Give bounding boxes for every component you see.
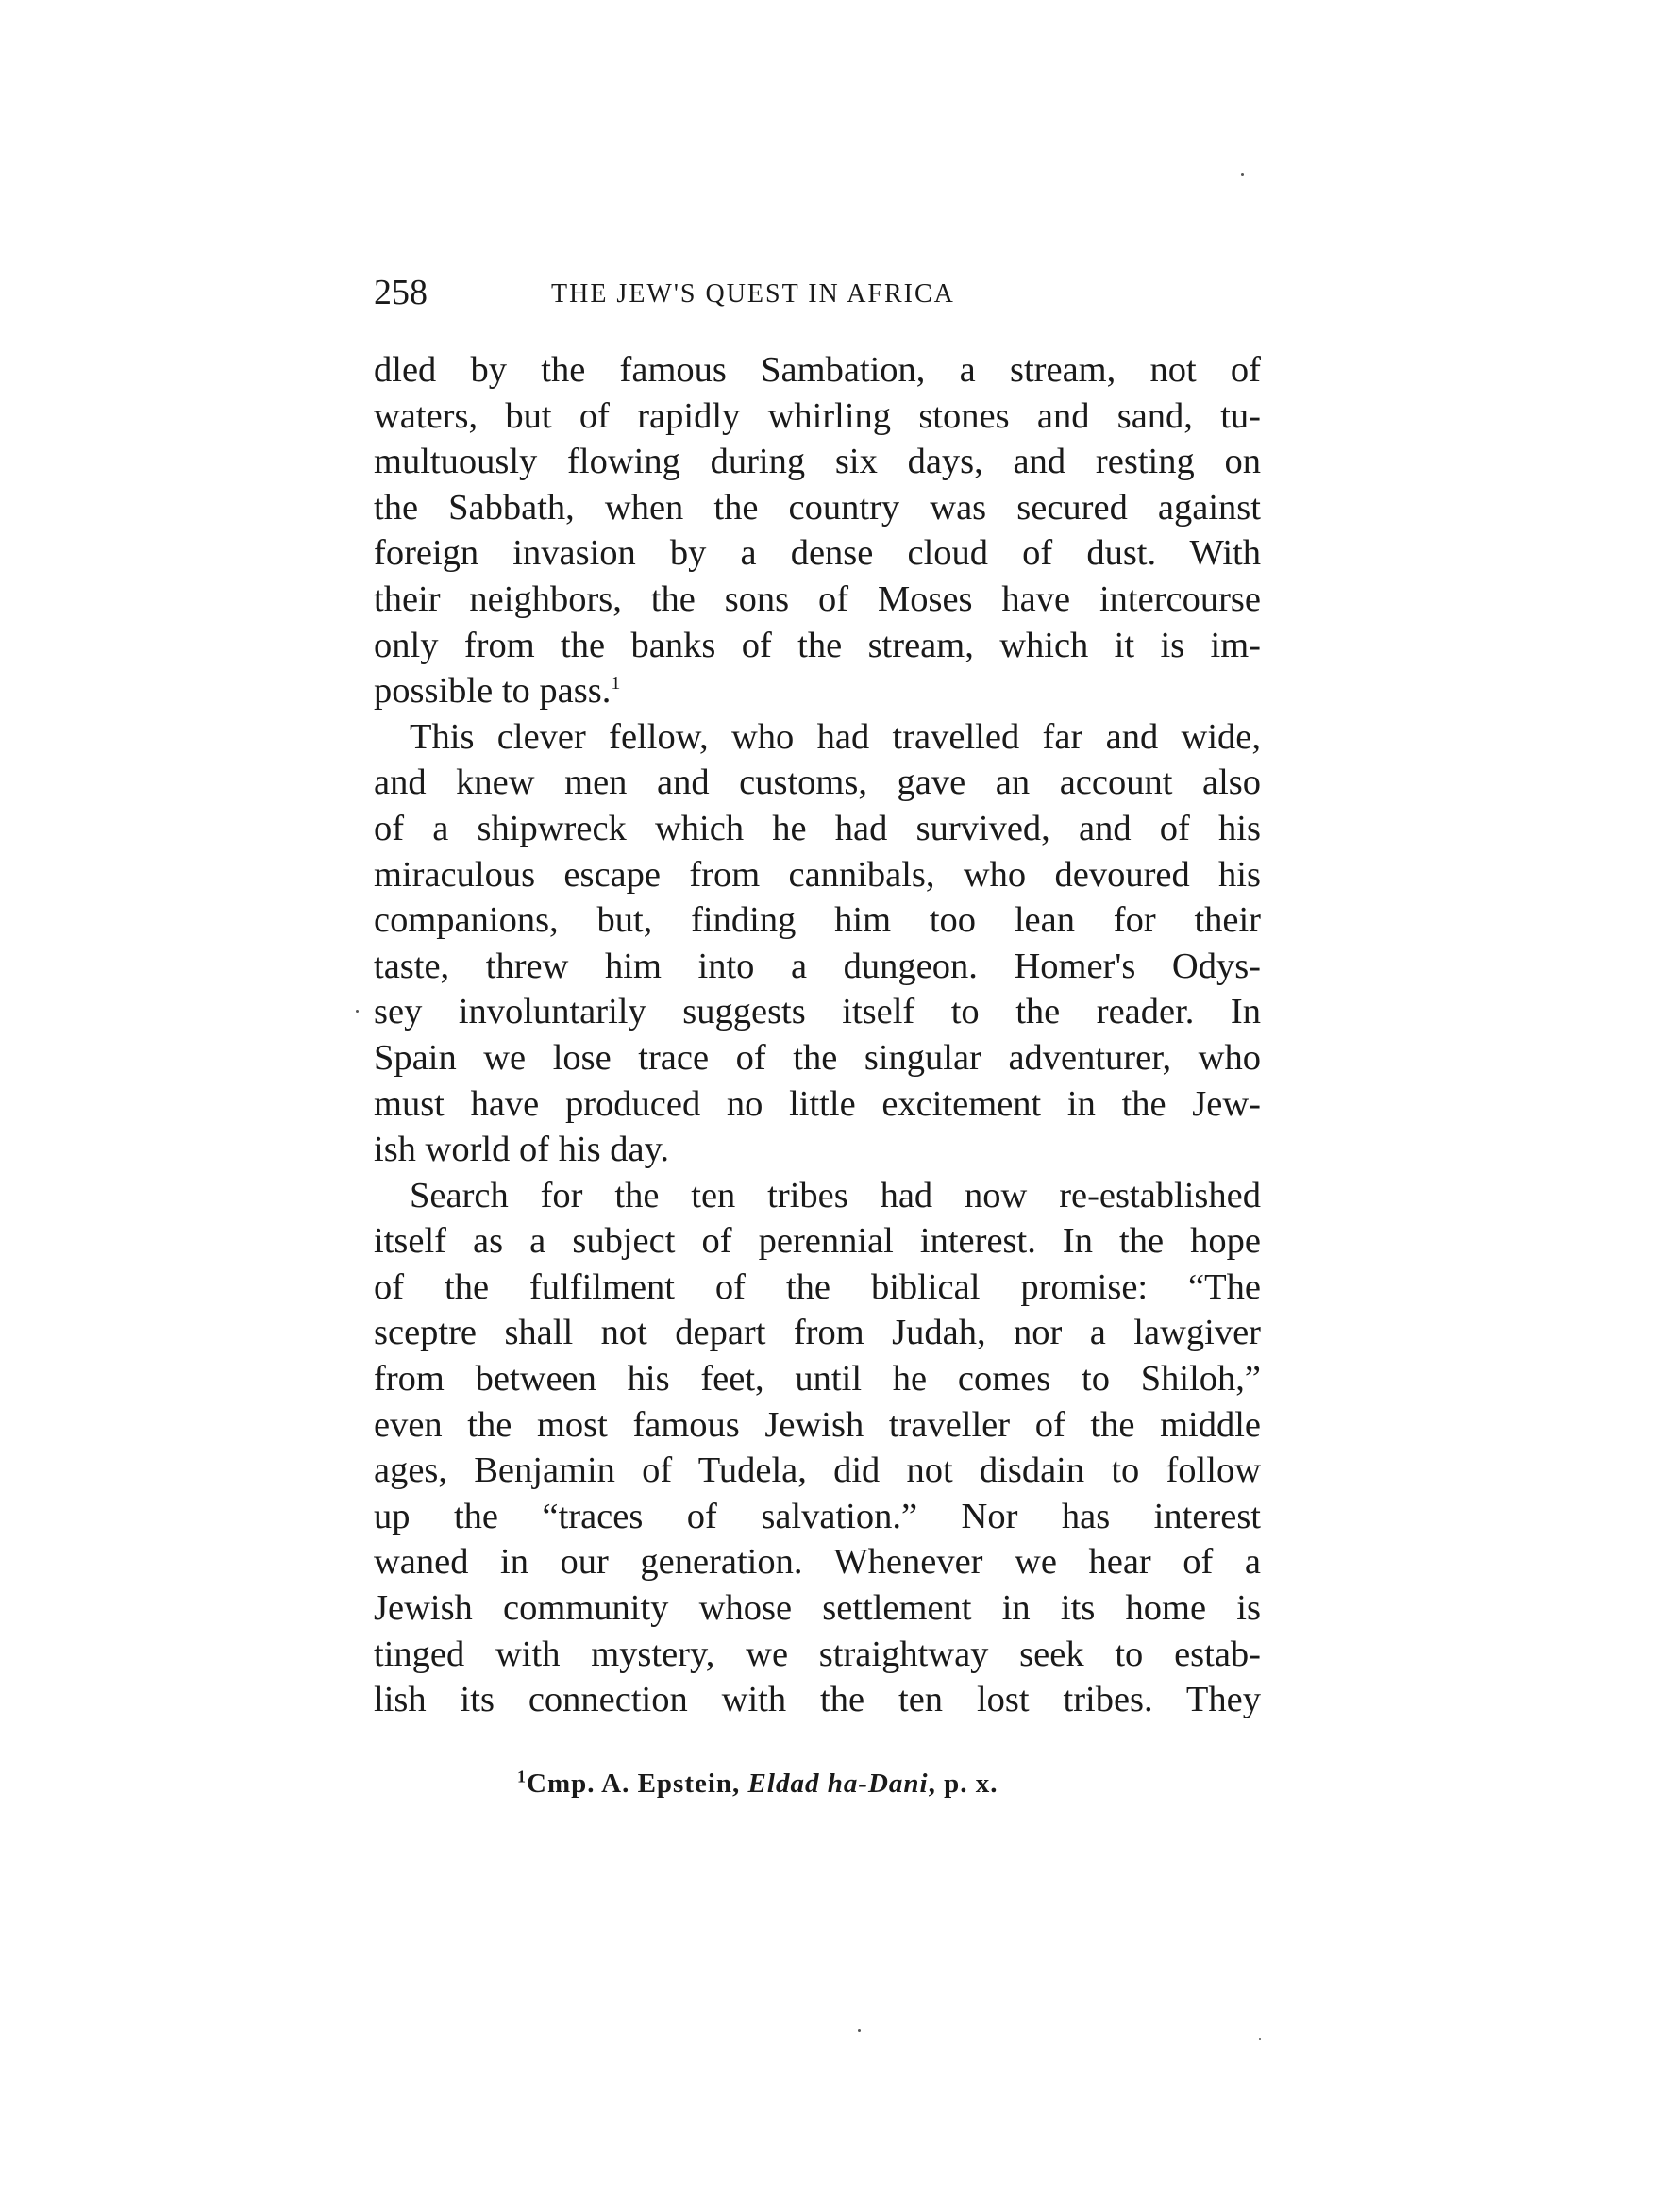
text-line: of the fulfilment of the biblical promise: “The [374, 1266, 1261, 1307]
text-line: their neighbors, the sons of Moses have intercourse [374, 578, 1261, 619]
text-line: Jewish community whose settlement in its home is [374, 1588, 1261, 1629]
running-title: THE JEW'S QUEST IN AFRICA [551, 279, 955, 309]
footnote-reference: 1 [611, 673, 621, 695]
text-line: lish its connection with the ten lost tribes. They [374, 1680, 1261, 1720]
text-line: companions, but, finding him too lean for their [374, 900, 1261, 941]
text-line: up the “traces of salvation.” Nor has interest [374, 1496, 1261, 1536]
text-line: multuously flowing during six days, and resting on [374, 442, 1261, 482]
scan-speck [1259, 2038, 1261, 2040]
text-line: This clever fellow, who had travelled far and wide, [410, 716, 1261, 757]
text-line: only from the banks of the stream, which it is im- [374, 625, 1261, 665]
running-head [374, 269, 1261, 316]
text-line-content: possible to pass. [374, 671, 612, 712]
text-line: tinged with mystery, we straightway seek to estab- [374, 1634, 1261, 1674]
text-line: and knew men and customs, gave an account also [374, 762, 1261, 803]
text-line: must have produced no little excitement in the Jew- [374, 1083, 1261, 1124]
footnote-title: Eldad ha-Dani [747, 1768, 929, 1799]
page-number: 258 [374, 273, 428, 312]
text-line: dled by the famous Sambation, a stream, not of [374, 350, 1261, 390]
text-line: Search for the ten tribes had now re-established [410, 1175, 1261, 1215]
text-line: itself as a subject of perennial interest. In the hope [374, 1221, 1261, 1262]
text-line: waned in our generation. Whenever we hear of a [374, 1542, 1261, 1583]
footnote [517, 1765, 998, 1802]
scan-speck [1241, 173, 1244, 176]
footnote-prefix: Cmp. A. Epstein, [527, 1768, 748, 1799]
scan-speck [356, 1010, 359, 1013]
body-text [374, 347, 1261, 1723]
text-line [374, 668, 1261, 714]
text-line: waters, but of rapidly whirling stones and sand, tu- [374, 395, 1261, 436]
text-line: the Sabbath, when the country was secured against [374, 487, 1261, 528]
footnote-mark: 1 [517, 1767, 527, 1786]
text-line: taste, threw him into a dungeon. Homer's Odys- [374, 946, 1261, 986]
text-line: sey involuntarily suggests itself to the reader. In [374, 992, 1261, 1032]
footnote-suffix: , p. x. [928, 1768, 998, 1799]
text-line: foreign invasion by a dense cloud of dust. With [374, 533, 1261, 574]
text-line: from between his feet, until he comes to Shiloh,” [374, 1359, 1261, 1399]
text-line: sceptre shall not depart from Judah, nor a lawgiver [374, 1313, 1261, 1353]
text-line: ish world of his day. [374, 1130, 669, 1170]
text-line: even the most famous Jewish traveller of the middle [374, 1404, 1261, 1445]
text-line: miraculous escape from cannibals, who devoured his [374, 854, 1261, 895]
text-line: ages, Benjamin of Tudela, did not disdain to follow [374, 1450, 1261, 1491]
text-line: of a shipwreck which he had survived, and of his [374, 808, 1261, 848]
scan-speck [858, 2029, 861, 2032]
text-line: Spain we lose trace of the singular adventurer, who [374, 1037, 1261, 1078]
